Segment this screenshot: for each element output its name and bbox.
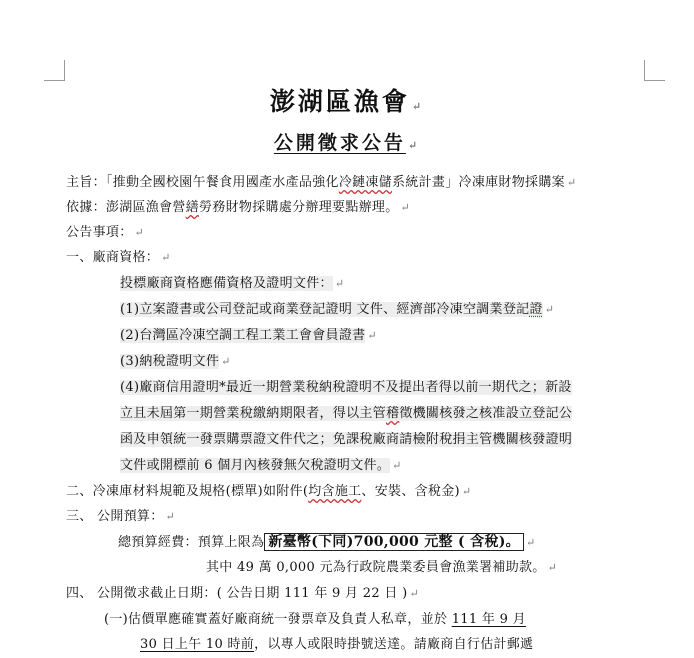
budget-amount: 新臺幣(下同)700,000 元整 ( 含稅)。 (264, 533, 524, 551)
section3-subsidy: 其中 49 萬 0,000 元為行政院農業委員會漁業署補助款。 ↵ (206, 560, 558, 575)
notice-items-heading: 公告事項： ↵ (66, 225, 145, 240)
paragraph-mark-icon: ↵ (165, 510, 176, 523)
subject-line: 主旨：「推動全國校園午餐食用國產水產品強化冷鏈凍儲系統計畫」冷凍庫財物採購案 ↵ (66, 175, 577, 190)
paragraph-mark-icon: ↵ (134, 226, 145, 239)
section1-intro: 投標廠商資格應備資格及證明文件： ↵ (120, 276, 345, 291)
paragraph-mark-icon: ↵ (161, 251, 171, 264)
section4-item1-line2: 30 日上午 10 時前，以專人或限時掛號送達。請廠商自行估計郵遞 (140, 637, 534, 652)
section1-item1: (1)立案證書或公司登記或商業登記證明 文件、經濟部冷凍空調業登記證 ↵ (120, 302, 555, 317)
paragraph-mark-icon: ↵ (461, 485, 472, 498)
section4-item1-line1: (一)估價單應確實蓋好廠商統一發票章及負責人私章，並於 111 年 9 月 (104, 612, 526, 627)
crop-mark-top-left (44, 60, 65, 81)
paragraph-mark-icon: ↵ (547, 561, 558, 574)
document-subtitle: 公開徵求公告 ↵ (273, 132, 421, 154)
section1-item3: (3)納稅證明文件 ↵ (120, 354, 231, 369)
paragraph-mark-icon: ↵ (409, 587, 419, 600)
basis-line: 依據：澎湖區漁會營繕勞務財物採購處分辦理要點辦理。 ↵ (66, 200, 411, 215)
crop-mark-top-right (644, 60, 665, 81)
paragraph-mark-icon: ↵ (407, 139, 421, 152)
section1-item4-line2: 立且未屆第一期營業稅繳納期限者，得以主管稽徵機關核發之核准設立登記公 (120, 406, 573, 421)
section1-heading: 一、廠商資格： ↵ (66, 250, 171, 265)
paragraph-mark-icon: ↵ (221, 355, 231, 368)
section1-item4-line1: (4)廠商信用證明*最近一期營業稅納稅證明不及提出者得以前一期代之；新設 (120, 380, 572, 395)
section1-item4-line3: 函及申領統一發票購票證文件代之；免課稅廠商請檢附稅捐主管機關核發證明 (120, 432, 573, 447)
paragraph-mark-icon: ↵ (334, 277, 345, 290)
paragraph-mark-icon: ↵ (367, 329, 377, 342)
paragraph-mark-icon: ↵ (525, 536, 536, 549)
document-title: 澎湖區漁會 ↵ (269, 87, 425, 116)
section1-item2: (2)台灣區冷凍空調工程工業工會會員證書 ↵ (120, 328, 377, 343)
section3-heading: 三、 公開預算： ↵ (66, 509, 176, 524)
paragraph-mark-icon: ↵ (411, 100, 425, 113)
paragraph-mark-icon: ↵ (566, 176, 577, 189)
section4-heading: 四、 公開徵求截止日期：( 公告日期 111 年 9 月 22 日 ) ↵ (66, 586, 419, 601)
section2-line: 二、冷凍庫材料規範及規格(標單)如附件(均含施工、安裝、含稅金) ↵ (66, 484, 472, 499)
paragraph-mark-icon: ↵ (400, 201, 411, 214)
paragraph-mark-icon: ↵ (392, 459, 402, 472)
section3-budget: 總預算經費：預算上限為 新臺幣(下同)700,000 元整 ( 含稅)。 ↵ (118, 534, 536, 550)
paragraph-mark-icon: ↵ (544, 303, 555, 316)
section1-item4-line4: 文件或開標前 6 個月內核發無欠稅證明文件。 ↵ (120, 458, 402, 473)
